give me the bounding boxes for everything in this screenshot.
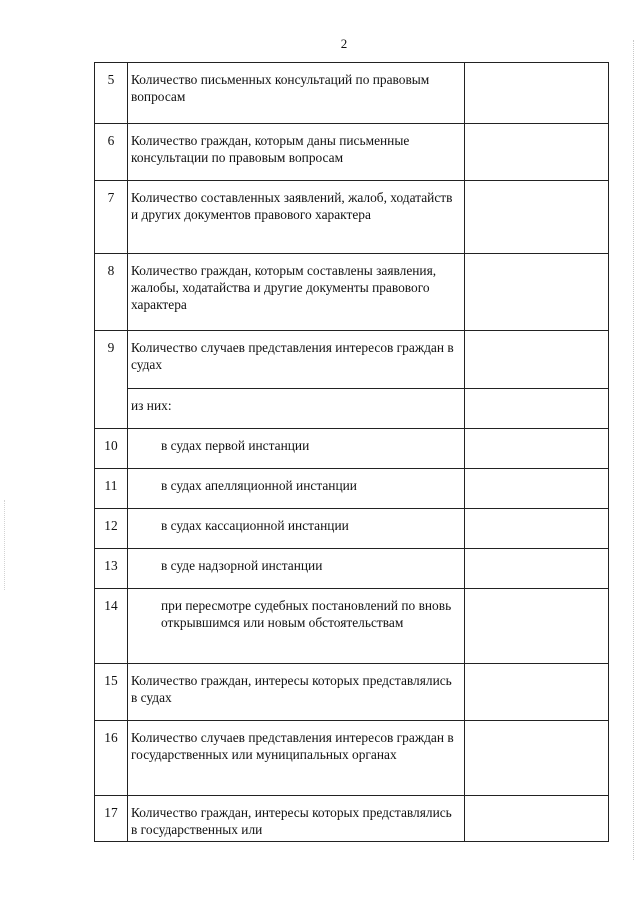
row-value-cell[interactable] (465, 181, 609, 254)
row-description: Количество граждан, которым составлены заявления, жалобы, ходатайства и другие документы правового характера (128, 254, 465, 331)
row-description: Количество письменных консультаций по правовым вопросам (128, 63, 465, 124)
table-row (95, 181, 609, 254)
table-row (95, 721, 609, 796)
report-table (94, 62, 609, 842)
row-value-cell[interactable] (465, 549, 609, 589)
table-row (95, 124, 609, 181)
row-description: при пересмотре судебных постановлений по вновь открывшимся или новым обстоятельствам (128, 589, 465, 664)
row-description: в судах первой инстанции (128, 429, 465, 469)
row-number: 15 (95, 664, 128, 721)
table-row (95, 254, 609, 331)
row-value-cell[interactable] (465, 389, 609, 429)
row-description: Количество граждан, которым даны письменные консультации по правовым вопросам (128, 124, 465, 181)
row-value-cell[interactable] (465, 664, 609, 721)
row-value-cell[interactable] (465, 589, 609, 664)
scan-edge-marks (632, 40, 634, 860)
row-number: 13 (95, 549, 128, 589)
row-number: 12 (95, 509, 128, 549)
table-row (95, 331, 609, 389)
row-value-cell[interactable] (465, 469, 609, 509)
row-number: 14 (95, 589, 128, 664)
table-row (95, 63, 609, 124)
row-description: Количество граждан, интересы которых представлялись в судах (128, 664, 465, 721)
row-value-cell[interactable] (465, 509, 609, 549)
page-number: 2 (340, 36, 348, 51)
row-number: 9 (95, 331, 128, 429)
row-description: Количество случаев представления интересов граждан в судах (128, 331, 465, 389)
row-number: 6 (95, 124, 128, 181)
row-value-cell[interactable] (465, 254, 609, 331)
table-row (95, 389, 609, 429)
row-value-cell[interactable] (465, 331, 609, 389)
scan-edge-marks-left (4, 500, 6, 590)
row-number: 10 (95, 429, 128, 469)
row-description: в суде надзорной инстанции (128, 549, 465, 589)
table-row (95, 549, 609, 589)
row-description: Количество случаев представления интересов граждан в государственных или муниципальных органах (128, 721, 465, 796)
row-value-cell[interactable] (465, 429, 609, 469)
table-row (95, 796, 609, 842)
row-number: 11 (95, 469, 128, 509)
table-row (95, 664, 609, 721)
row-description: в судах кассационной инстанции (128, 509, 465, 549)
row-number: 5 (95, 63, 128, 124)
row-description: Количество граждан, интересы которых представлялись в государственных или (128, 796, 465, 842)
row-value-cell[interactable] (465, 721, 609, 796)
row-description: в судах апелляционной инстанции (128, 469, 465, 509)
row-number: 16 (95, 721, 128, 796)
row-value-cell[interactable] (465, 124, 609, 181)
row-number: 7 (95, 181, 128, 254)
row-value-cell[interactable] (465, 796, 609, 842)
row-number: 17 (95, 796, 128, 842)
row-description: Количество составленных заявлений, жалоб, ходатайств и других документов правового характера (128, 181, 465, 254)
table-row (95, 469, 609, 509)
row-number: 8 (95, 254, 128, 331)
table-row (95, 509, 609, 549)
row-description: из них: (128, 389, 465, 429)
table-row (95, 589, 609, 664)
row-value-cell[interactable] (465, 63, 609, 124)
table-row (95, 429, 609, 469)
